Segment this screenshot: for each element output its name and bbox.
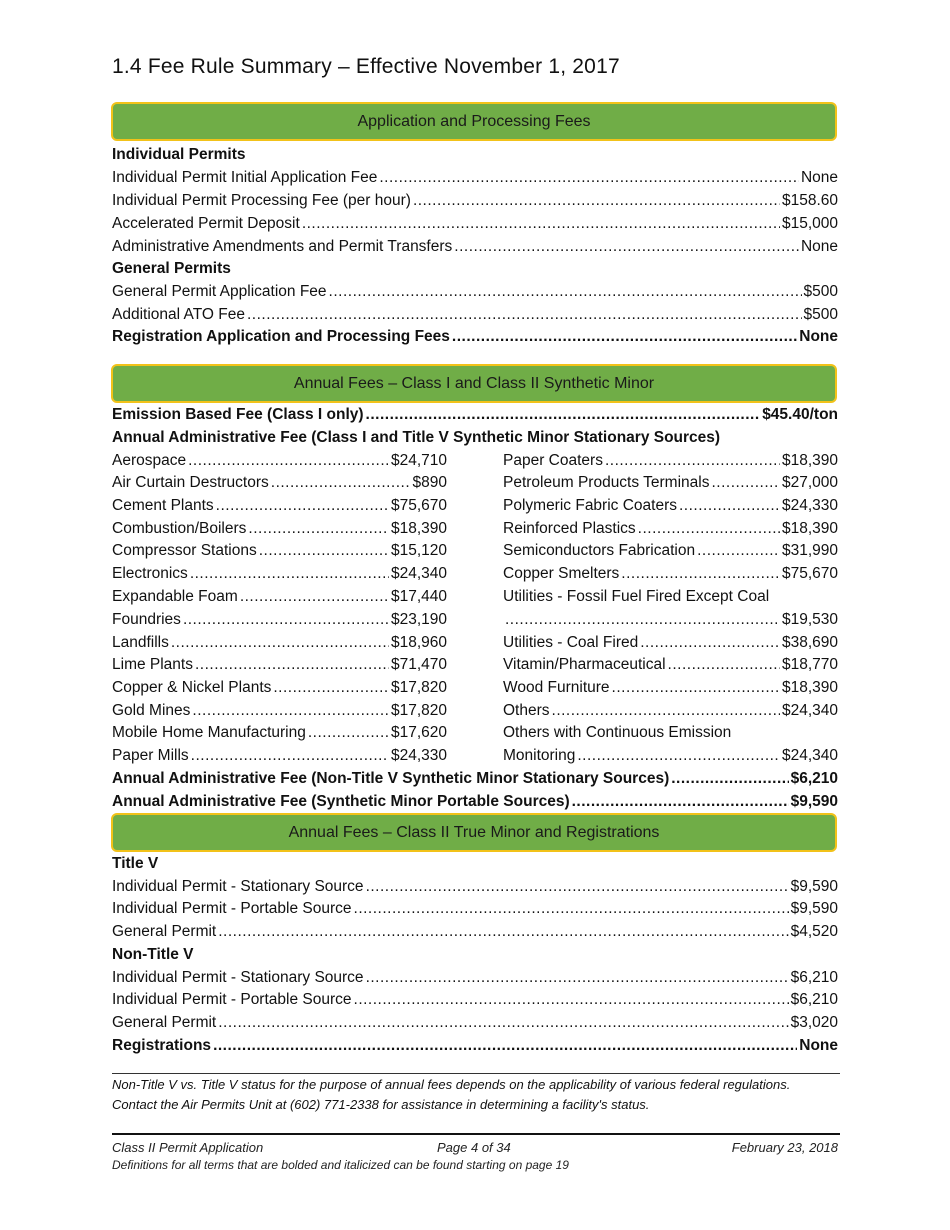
dot-leader: [240, 586, 389, 608]
fee-value: $45.40/ton: [762, 406, 838, 423]
dot-leader: [271, 472, 411, 494]
fee-row: [112, 304, 838, 326]
fee-label: General Permit Application Fee: [112, 283, 327, 300]
fee-label: Semiconductors Fabrication: [503, 542, 696, 559]
fee-label: Accelerated Permit Deposit: [112, 215, 300, 232]
fee-row: [112, 213, 838, 235]
fee-row: [112, 236, 838, 258]
dot-leader: [218, 1012, 788, 1034]
fee-label: Expandable Foam: [112, 588, 238, 605]
fee-value: $6,210: [790, 969, 838, 986]
dot-leader: [247, 304, 802, 326]
fee-value: $24,340: [390, 565, 447, 582]
dot-leader: [183, 609, 389, 631]
dot-leader: [191, 745, 389, 767]
fee-label: Reinforced Plastics: [503, 520, 636, 537]
fee-value: $24,340: [781, 702, 838, 719]
banner-application-fees: Application and Processing Fees: [111, 102, 837, 141]
dot-leader: [379, 167, 799, 189]
fee-label: Cement Plants: [112, 497, 214, 514]
fee-row-registration: [112, 326, 838, 348]
fee-row: [503, 495, 838, 517]
fee-value: $31,990: [781, 542, 838, 559]
fee-value: $17,820: [390, 679, 447, 696]
dot-leader: [572, 791, 789, 813]
fee-row: [112, 609, 447, 631]
fee-label: Paper Mills: [112, 747, 189, 764]
footer-page-number: Page 4 of 34: [437, 1140, 511, 1155]
fee-value: $18,390: [390, 520, 447, 537]
fee-value: $75,670: [781, 565, 838, 582]
fee-row: [503, 654, 838, 676]
fee-row: [503, 472, 838, 494]
dot-leader: [192, 700, 389, 722]
fee-label: Gold Mines: [112, 702, 191, 719]
fee-row: [112, 563, 447, 585]
fee-label: Individual Permit - Portable Source: [112, 991, 352, 1008]
fee-row-emission: [112, 404, 838, 426]
fee-row-portable-admin: [112, 791, 838, 813]
fee-value: $71,470: [390, 656, 447, 673]
fee-row: [503, 563, 838, 585]
fee-value: None: [800, 169, 838, 186]
fee-value: $38,690: [781, 634, 838, 651]
fee-label: Emission Based Fee (Class I only): [112, 406, 364, 423]
banner-annual-fees-class2: Annual Fees – Class II True Minor and Registrations: [111, 813, 837, 852]
fee-label: Electronics: [112, 565, 188, 582]
fee-row: [112, 989, 838, 1011]
dot-leader: [329, 281, 802, 303]
dot-leader: [711, 472, 780, 494]
fee-value: $24,330: [390, 747, 447, 764]
fee-row: [112, 450, 447, 472]
fee-label: Landfills: [112, 634, 169, 651]
others-cem-label: Others with Continuous Emission: [503, 724, 732, 741]
footer-doc-name: Class II Permit Application: [112, 1140, 264, 1155]
fee-row: [112, 167, 838, 189]
fee-label: Paper Coaters: [503, 452, 603, 469]
dot-leader: [171, 632, 389, 654]
fee-value: $18,390: [781, 452, 838, 469]
dot-leader: [452, 326, 797, 348]
fee-value: $75,670: [390, 497, 447, 514]
dot-leader: [273, 677, 389, 699]
fee-label: Mobile Home Manufacturing: [112, 724, 306, 741]
fee-row: [503, 700, 838, 722]
fee-value: None: [799, 1037, 838, 1054]
footer-date: February 23, 2018: [731, 1140, 838, 1155]
heading-general-permits: General Permits: [112, 260, 231, 277]
fee-row: [503, 518, 838, 540]
fee-row: [503, 450, 838, 472]
footnote: Non-Title V vs. Title V status for the purpose of annual fees depends on the applicability of various federal regulations. Contact the Air Permits Unit at (602) 771-2338 for assistance in determining a facility's status.: [112, 1077, 791, 1112]
fee-row: [112, 700, 447, 722]
fee-value: $17,620: [390, 724, 447, 741]
fee-row: [112, 472, 447, 494]
fee-row: [112, 190, 838, 212]
dot-leader: [302, 213, 780, 235]
page-title: 1.4 Fee Rule Summary – Effective November 1, 2017: [112, 55, 620, 78]
dot-leader: [190, 563, 389, 585]
dot-leader: [259, 540, 389, 562]
fee-value: $18,390: [781, 679, 838, 696]
fee-row: [112, 677, 447, 699]
heading-non-title-v: Non-Title V: [112, 946, 194, 963]
dot-leader: [366, 404, 761, 426]
dot-leader: [213, 1035, 797, 1057]
fee-label: Individual Permit - Stationary Source: [112, 969, 364, 986]
fee-value: $24,340: [781, 747, 838, 764]
fee-row: [112, 876, 838, 898]
fee-label: Petroleum Products Terminals: [503, 474, 710, 491]
dot-leader: [638, 518, 780, 540]
fee-row: [112, 495, 447, 517]
fee-label: Copper Smelters: [503, 565, 620, 582]
fee-label: Individual Permit Processing Fee (per hour): [112, 192, 411, 209]
fee-label: Individual Permit - Portable Source: [112, 900, 352, 917]
dot-leader: [188, 450, 389, 472]
dot-leader: [679, 495, 780, 517]
fee-value: $9,590: [790, 878, 838, 895]
fee-row: [112, 967, 838, 989]
fee-row: [112, 921, 838, 943]
fee-label: General Permit: [112, 1014, 217, 1031]
fee-value: $9,590: [790, 793, 838, 810]
fee-row: [112, 540, 447, 562]
footer-definitions: Definitions for all terms that are bolded and italicized can be found starting on page 19: [112, 1158, 569, 1172]
fee-row-nontitle-admin: [112, 768, 838, 790]
footer-divider: [112, 1133, 840, 1135]
fee-value: $18,960: [390, 634, 447, 651]
fee-row: [503, 632, 838, 654]
dot-leader: [413, 190, 780, 212]
dot-leader: [454, 236, 799, 258]
fee-value: $500: [803, 306, 838, 323]
fee-label: Lime Plants: [112, 656, 193, 673]
dot-leader: [577, 745, 780, 767]
dot-leader: [216, 495, 389, 517]
fee-label: Individual Permit - Stationary Source: [112, 878, 364, 895]
fee-value: None: [800, 238, 838, 255]
fee-row: [112, 745, 447, 767]
fee-row: [112, 722, 447, 744]
fee-label: Additional ATO Fee: [112, 306, 245, 323]
dot-leader: [248, 518, 389, 540]
fee-label: Utilities - Coal Fired: [503, 634, 639, 651]
fee-label: Polymeric Fabric Coaters: [503, 497, 677, 514]
fee-value: $500: [803, 283, 838, 300]
fee-label: Administrative Amendments and Permit Transfers: [112, 238, 453, 255]
dot-leader: [354, 898, 789, 920]
fee-value: $9,590: [790, 900, 838, 917]
dot-leader: [697, 540, 780, 562]
fee-value: $15,000: [781, 215, 838, 232]
fee-value: $18,390: [781, 520, 838, 537]
fee-row: [112, 632, 447, 654]
dot-leader: [621, 563, 780, 585]
fee-value: $6,210: [790, 770, 838, 787]
fee-label: Wood Furniture: [503, 679, 610, 696]
heading-annual-admin-fee: Annual Administrative Fee (Class I and Title V Synthetic Minor Stationary Sources): [112, 429, 721, 446]
fee-label: Monitoring: [503, 747, 576, 764]
fee-label: Others: [503, 702, 550, 719]
fee-value: $24,710: [390, 452, 447, 469]
fee-row: [112, 518, 447, 540]
fee-label: Registrations: [112, 1037, 212, 1054]
fee-value: $890: [412, 474, 447, 491]
fee-label: Foundries: [112, 611, 181, 628]
fee-value: $6,210: [790, 991, 838, 1008]
fee-row: [112, 281, 838, 303]
fee-value: $19,530: [781, 611, 838, 628]
dot-leader: [195, 654, 389, 676]
note-divider: [112, 1073, 840, 1074]
fee-value: $18,770: [781, 656, 838, 673]
footer-line: [112, 1140, 838, 1158]
fee-value: $17,440: [390, 588, 447, 605]
fee-row: [503, 745, 838, 767]
fee-label: Individual Permit Initial Application Fee: [112, 169, 378, 186]
fee-row: [503, 677, 838, 699]
fee-value: $27,000: [781, 474, 838, 491]
fee-label: Combustion/Boilers: [112, 520, 247, 537]
fee-row: [112, 586, 447, 608]
heading-individual-permits: Individual Permits: [112, 146, 246, 163]
banner-annual-fees-class1: Annual Fees – Class I and Class II Synthetic Minor: [111, 364, 837, 403]
fee-row: [112, 898, 838, 920]
fee-row: [112, 654, 447, 676]
fee-label: Copper & Nickel Plants: [112, 679, 272, 696]
fee-value: $4,520: [790, 923, 838, 940]
dot-leader: [505, 609, 780, 631]
fee-value: $15,120: [390, 542, 447, 559]
dot-leader: [640, 632, 780, 654]
fee-value: $17,820: [390, 702, 447, 719]
fee-value: $24,330: [781, 497, 838, 514]
fee-label: Vitamin/Pharmaceutical: [503, 656, 666, 673]
fee-label: Air Curtain Destructors: [112, 474, 269, 491]
dot-leader: [366, 876, 789, 898]
dot-leader: [366, 967, 789, 989]
dot-leader: [605, 450, 780, 472]
dot-leader: [308, 722, 389, 744]
dot-leader: [218, 921, 788, 943]
dot-leader: [552, 700, 780, 722]
heading-title-v: Title V: [112, 855, 159, 872]
dot-leader: [612, 677, 780, 699]
utilities-fossil-label: Utilities - Fossil Fuel Fired Except Coal: [503, 588, 770, 605]
fee-row: [503, 540, 838, 562]
fee-label: Annual Administrative Fee (Synthetic Minor Portable Sources): [112, 793, 570, 810]
fee-label: Registration Application and Processing Fees: [112, 328, 450, 345]
fee-value: $158.60: [781, 192, 838, 209]
dot-leader: [354, 989, 789, 1011]
fee-row: [112, 1012, 838, 1034]
fee-label: General Permit: [112, 923, 217, 940]
fee-label: Annual Administrative Fee (Non-Title V Synthetic Minor Stationary Sources): [112, 770, 670, 787]
fee-value: $3,020: [790, 1014, 838, 1031]
fee-row: [503, 609, 838, 631]
fee-row-registrations: [112, 1035, 838, 1057]
fee-label: Aerospace: [112, 452, 187, 469]
dot-leader: [671, 768, 788, 790]
fee-label: Compressor Stations: [112, 542, 257, 559]
dot-leader: [668, 654, 780, 676]
fee-value: $23,190: [390, 611, 447, 628]
fee-value: None: [799, 328, 838, 345]
